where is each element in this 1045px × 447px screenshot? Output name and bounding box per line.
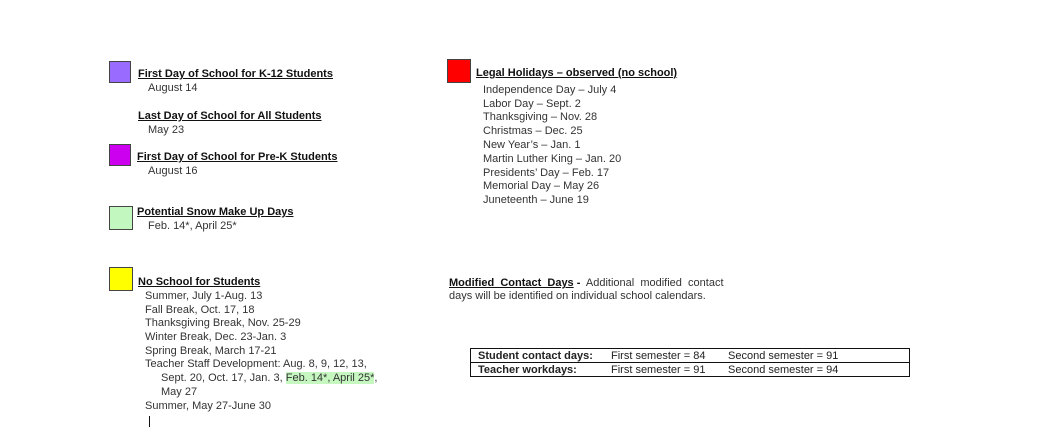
table-cell	[471, 349, 910, 363]
no-school-swatch	[109, 267, 133, 291]
no-school-item: Thanksgiving Break, Nov. 25-29	[145, 317, 301, 329]
first-day-k12-date: August 14	[148, 82, 198, 94]
legal-holiday-item: Presidents’ Day – Feb. 17	[483, 166, 610, 179]
no-school-item: Spring Break, March 17-21	[145, 344, 277, 357]
table-row	[471, 363, 910, 377]
tsd-cont-suffix: ,	[374, 372, 378, 384]
highlighted-snow-dates: Feb. 14*, April 25*	[285, 372, 375, 384]
snow-makeup-title-part1: Potential Snow Make	[137, 206, 247, 218]
first-day-prek-title: First Day of School for Pre-K Students	[137, 151, 338, 163]
last-day-date: May 23	[148, 124, 185, 136]
second-semester-value: Second semester = 94	[728, 363, 839, 376]
no-school-item: Fall Break, Oct. 17, 18	[145, 303, 255, 316]
row-label: Teacher workdays:	[478, 363, 577, 376]
legal-holiday-item: Martin Luther King – Jan. 20	[483, 153, 622, 165]
tsd-end: May 27	[161, 386, 198, 398]
modified-contact-title: Modified Contact Days	[449, 277, 574, 289]
legal-holiday-item: Thanksgiving – Nov. 28	[483, 111, 598, 123]
modified-contact-dash: -	[573, 277, 584, 289]
modified-contact-text1: Additional modified contact	[583, 277, 724, 289]
first-day-prek-swatch	[109, 144, 131, 166]
legal-holidays-title: Legal Holidays – observed (no school)	[476, 67, 678, 79]
legal-holiday-item: New Year’s – Jan. 1	[483, 139, 581, 151]
tsd-cont-prefix: Sept. 20, Oct. 17, Jan. 3,	[161, 372, 286, 384]
first-day-k12-title: First Day of School for K-12 Students	[138, 68, 333, 80]
first-day-k12-swatch	[109, 61, 131, 83]
no-school-title: No School for Students	[138, 276, 261, 288]
no-school-item: Winter Break, Dec. 23-Jan. 3	[145, 331, 287, 343]
legal-holidays-swatch	[447, 59, 471, 83]
legal-holiday-item: Labor Day – Sept. 2	[483, 97, 581, 110]
snow-makeup-dates: Feb. 14*, April 25*	[148, 220, 237, 232]
legal-holiday-item: Christmas – Dec. 25	[483, 125, 583, 137]
snow-makeup-title	[137, 206, 294, 218]
no-school-item: Teacher Staff Development: Aug. 8, 9, 12, 13,	[145, 358, 367, 370]
modified-contact-line2: days will be identified on individual school calendars.	[449, 290, 706, 302]
no-school-item: Summer, July 1-Aug. 13	[145, 290, 263, 302]
last-day-title: Last Day of School for All Students	[138, 110, 322, 122]
text-cursor	[149, 416, 150, 427]
second-semester-value: Second semester = 91	[728, 349, 839, 362]
legal-holiday-item: Memorial Day – May 26	[483, 180, 600, 192]
table-cell	[471, 363, 910, 377]
legal-holiday-item: Juneteenth – June 19	[483, 194, 589, 206]
snow-makeup-title-part2: Up Days	[249, 206, 294, 218]
first-day-prek-date: August 16	[148, 165, 198, 177]
table-row	[471, 349, 910, 363]
first-semester-value: First semester = 84	[611, 349, 706, 362]
summer-end: Summer, May 27-June 30	[145, 400, 271, 412]
tsd-continuation	[161, 372, 377, 384]
legal-holiday-item: Independence Day – July 4	[483, 84, 617, 96]
first-semester-value: First semester = 91	[611, 363, 706, 376]
row-label: Student contact days:	[478, 349, 593, 362]
snow-makeup-swatch	[109, 206, 133, 230]
contact-days-table	[470, 348, 910, 377]
modified-contact-line1	[449, 277, 724, 289]
